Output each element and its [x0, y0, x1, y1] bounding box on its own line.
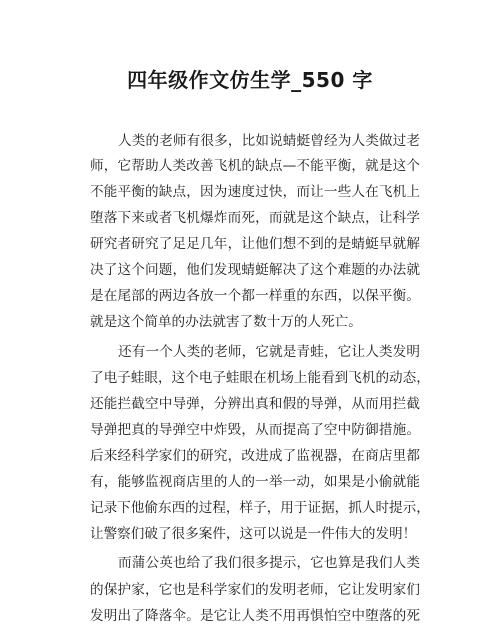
text-line: 记录下他偷东西的过程，样子，用于证据，抓人时提示， — [90, 500, 430, 516]
text-line: 堕落下来或者飞机爆炸而死，而就是这个缺点，让科学 — [90, 210, 420, 226]
document-title: 四年级作文仿生学_550 字 — [127, 68, 373, 92]
text-line: 而蒲公英也给了我们很多提示，它也算是我们人类 — [118, 555, 420, 571]
text-line: 的保护家，它也是科学家们的发明老师，它让发明家们 — [90, 582, 420, 598]
text-line: 还有一个人类的老师，它就是青蛙，它让人类发明 — [118, 344, 420, 360]
text-line: 人类的老师有很多，比如说蜻蜓曾经为人类做过老 — [118, 133, 420, 149]
text-line: 导弹把真的导弹空中炸毁，从而提高了空中防御措施。 — [90, 422, 420, 438]
text-line: 发明出了降落伞。是它让人类不用再惧怕空中堕落的死 — [90, 608, 420, 624]
text-line: 还能拦截空中导弹，分辨出真和假的导弹，从而用拦截 — [90, 396, 420, 412]
text-line: 研究者研究了足足几年，让他们想不到的是蜻蜓早就解 — [90, 236, 420, 252]
text-line: 就是这个简单的办法就害了数十万的人死亡。 — [90, 314, 362, 330]
text-line: 了电子蛙眼，这个电子蛙眼在机场上能看到飞机的动态， — [90, 370, 430, 386]
text-line: 决了这个问题，他们发现蜻蜓解决了这个难题的办法就 — [90, 262, 420, 278]
text-line: 不能平衡的缺点，因为速度过快，而让一些人在飞机上 — [90, 184, 420, 200]
text-line: 后来经科学家们的研究，改进成了监视器，在商店里都 — [90, 448, 420, 464]
text-line: 有，能够监视商店里的人的一举一动，如果是小偷就能 — [90, 474, 420, 490]
text-line: 让警察们破了很多案件，这可以说是一件伟大的发明！ — [90, 526, 417, 542]
text-line: 师，它帮助人类改善飞机的缺点—不能平衡，就是这个 — [90, 158, 420, 174]
text-line: 是在尾部的两边各放一个都一样重的东西，以保平衡。 — [90, 288, 420, 304]
